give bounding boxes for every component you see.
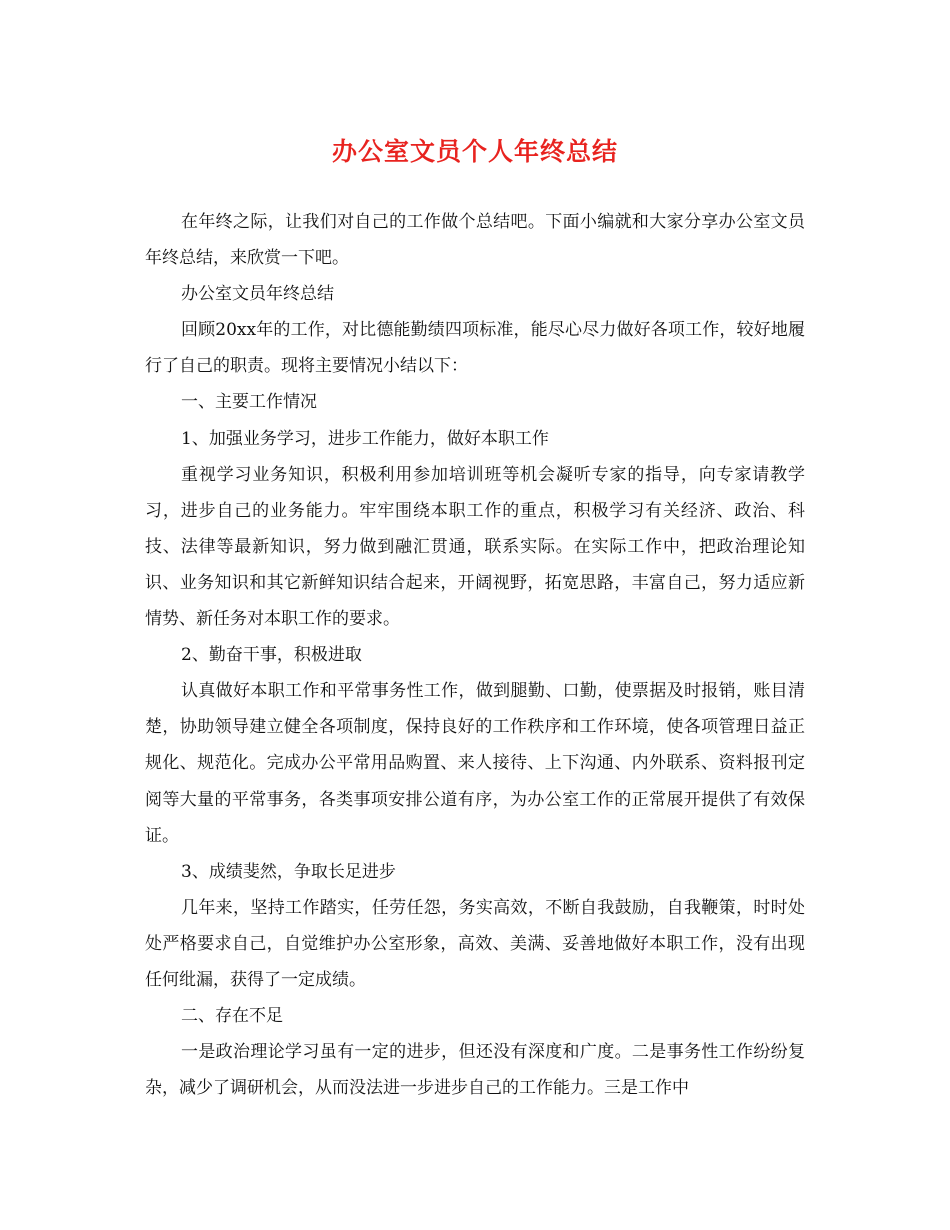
study-paragraph: 重视学习业务知识，积极利用参加培训班等机会凝听专家的指导，向专家请教学习，进步自己的业务能力。牢牢围绕本职工作的重点，积极学习有关经济、政治、科技、法律等最新知识，努力做到融汇贯通，联系实际。在实际工作中，把政治理论知识、业务知识和其它新鲜知识结合起来，开阔视野，拓宽思路，丰富自己，努力适应新情势、新任务对本职工作的要求。 <box>145 464 805 630</box>
shortcomings-heading: 二、存在不足 <box>181 1006 283 1027</box>
intro-paragraph: 在年终之际，让我们对自己的工作做个总结吧。下面小编就和大家分享办公室文员年终总结，来欣赏一下吧。 <box>145 212 805 269</box>
subheading-achievement: 3、成绩斐然，争取长足进步 <box>181 861 396 882</box>
shortcomings-paragraph: 一是政治理论学习虽有一定的进步，但还没有深度和广度。二是事务性工作纷纷复杂，减少了调研机会，从而没法进一步进步自己的工作能力。三是工作中 <box>145 1042 805 1099</box>
achievement-paragraph: 几年来，坚持工作踏实，任劳任怨，务实高效，不断自我鼓励，自我鞭策，时时处处严格要求自己，自觉维护办公室形象，高效、美满、妥善地做好本职工作，没有出现任何纰漏，获得了一定成绩。 <box>145 897 805 990</box>
subheading-study: 1、加强业务学习，进步工作能力，做好本职工作 <box>181 428 549 449</box>
section-heading: 办公室文员年终总结 <box>181 284 334 305</box>
main-work-heading: 一、主要工作情况 <box>181 392 317 413</box>
review-paragraph: 回顾20xx年的工作，对比德能勤绩四项标准，能尽心尽力做好各项工作，较好地履行了自己的职责。现将主要情况小结以下： <box>145 320 805 377</box>
diligence-paragraph: 认真做好本职工作和平常事务性工作，做到腿勤、口勤，使票据及时报销，账目清楚，协助领导建立健全各项制度，保持良好的工作秩序和工作环境，使各项管理日益正规化、规范化。完成办公平常用品购置、来人接待、上下沟通、内外联系、资料报刊定阅等大量的平常事务，各类事项安排公道有序，为办公室工作的正常展开提供了有效保证。 <box>145 681 805 846</box>
document-body <box>145 204 805 1106</box>
document-title: 办公室文员个人年终总结 <box>331 137 618 166</box>
subheading-diligence: 2、勤奋干事，积极进取 <box>181 645 362 666</box>
